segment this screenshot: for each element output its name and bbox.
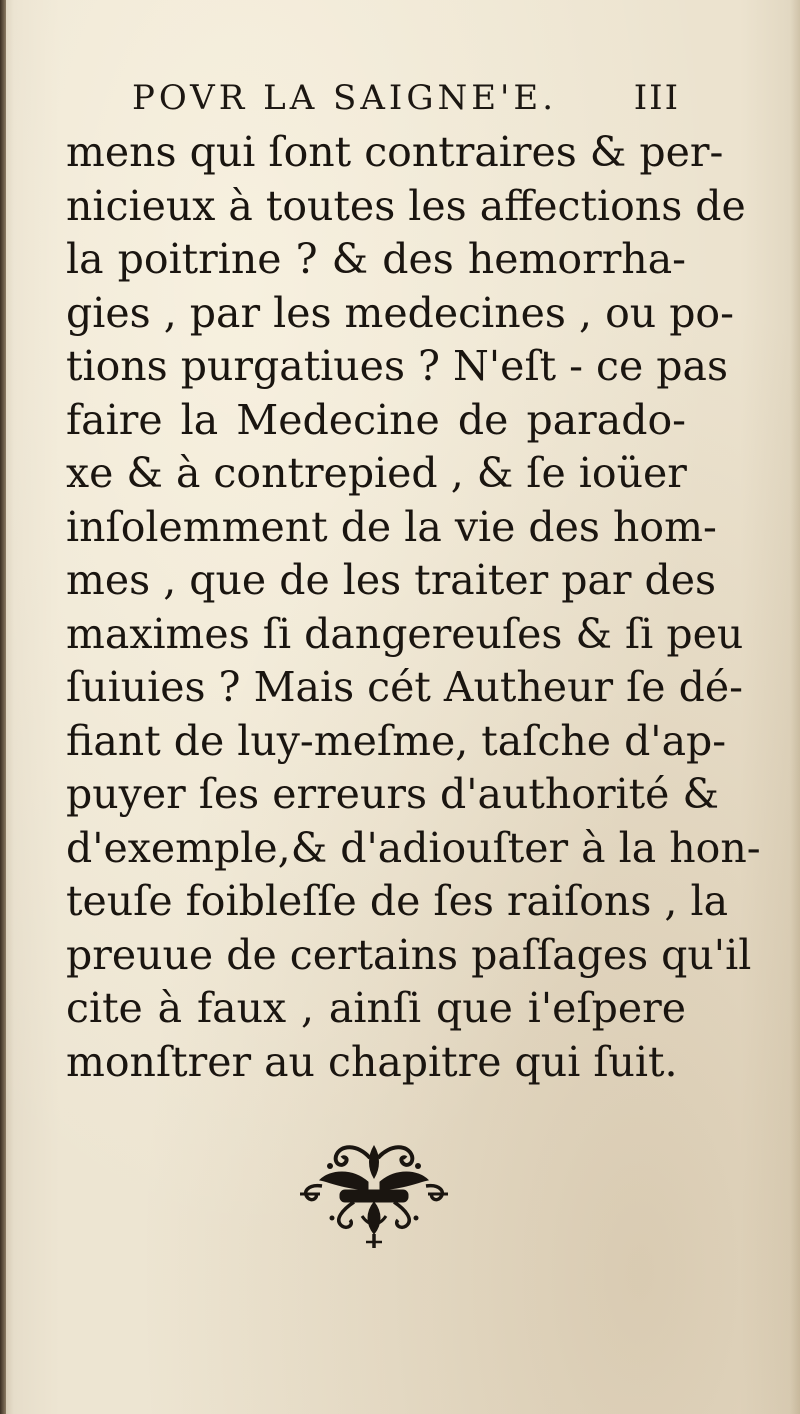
text-line: preuue de certains paſſages qu'il [66, 930, 752, 979]
text-line: puyer ſes erreurs d'authorité & [66, 770, 719, 818]
text-line: gies , par les medecines , ou po- [66, 288, 734, 337]
text-line: maximes ſi dangereuſes & ſi peu [66, 609, 744, 658]
text-line: mes , que de les traiter par des [66, 556, 717, 604]
fleuron-ornament-icon [296, 1138, 452, 1250]
page-number: III [633, 78, 680, 118]
text-line: d'exemple,& d'adiouſter à la hon- [66, 823, 761, 872]
body-text [66, 126, 761, 1089]
text-line: la poitrine ? & des hemorrha- [66, 235, 686, 283]
running-head: POVR LA SAIGNE'E. [132, 78, 558, 118]
page-header [132, 78, 680, 122]
page-binding-edge [0, 0, 6, 1414]
text-line: tions purgatiues ? N'eſt - ce pas [66, 342, 729, 390]
text-line: inſolemment de la vie des hom- [66, 502, 717, 551]
text-line: xe & à contrepied , & ſe ioüer [66, 449, 687, 497]
text-line: teuſe foibleſſe de ſes raiſons , la [66, 877, 729, 925]
text-line: ſuiuies ? Mais cét Autheur ſe dé- [66, 663, 743, 711]
text-line: monſtrer au chapitre qui ſuit. [66, 1037, 678, 1086]
text-line: cite à faux , ainſi que i'eſpere [66, 984, 686, 1032]
text-line: mens qui ſont contraires & per- [66, 128, 724, 176]
text-line: nicieux à toutes les affections de [66, 181, 746, 230]
text-line: fiant de luy-meſme, taſche d'ap- [66, 716, 727, 765]
text-line: faire la Medecine de parado- [66, 395, 686, 444]
